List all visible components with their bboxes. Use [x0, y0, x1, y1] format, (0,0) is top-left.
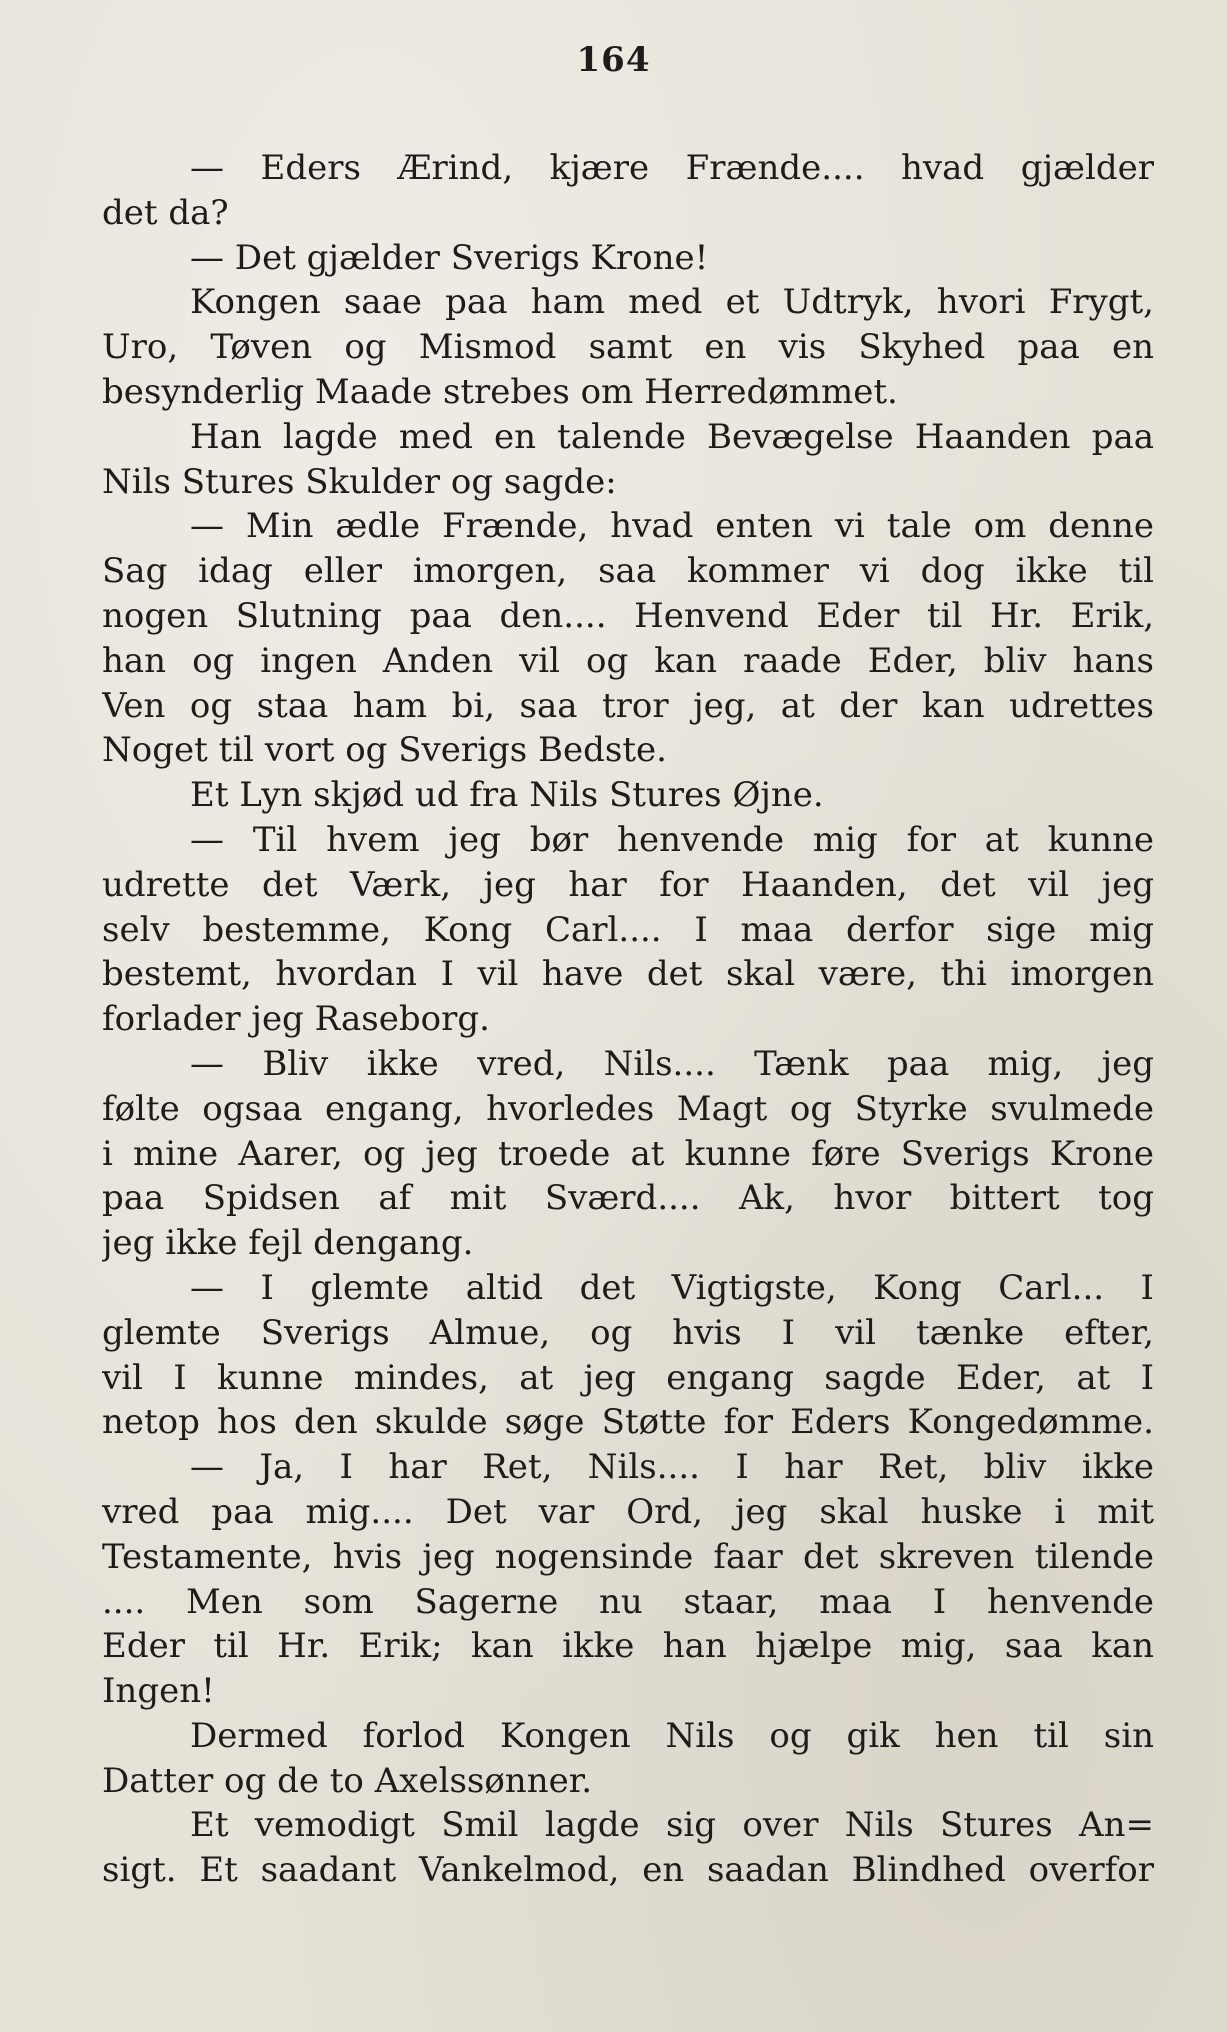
text-line: Nils Stures Skulder og sagde: — [102, 461, 617, 502]
body-text — [102, 146, 1154, 1893]
text-line: glemte Sverigs Almue, og hvis I vil tænke efter, — [102, 1312, 1154, 1353]
text-line: han og ingen Anden vil og kan raade Eder, bliv hans — [102, 640, 1154, 681]
text-line: følte ogsaa engang, hvorledes Magt og Styrke svulmede — [102, 1088, 1154, 1129]
text-line: Dermed forlod Kongen Nils og gik hen til sin — [190, 1715, 1154, 1756]
text-line: Ingen! — [102, 1671, 215, 1712]
text-line: — Eders Ærind, kjære Frænde.... hvad gjælder — [190, 148, 1154, 188]
text-line: paa Spidsen af mit Sværd.... Ak, hvor bittert tog — [102, 1178, 1154, 1219]
text-line: sigt. Et saadant Vankelmod, en saadan Blindhed overfor — [102, 1850, 1154, 1891]
text-line: Uro, Tøven og Mismod samt en vis Skyhed paa en — [102, 327, 1154, 368]
text-line: Datter og de to Axelssønner. — [102, 1760, 593, 1801]
text-line: besynderlig Maade strebes om Herredømmet. — [102, 371, 898, 412]
text-line: Sag idag eller imorgen, saa kommer vi dog ikke til — [102, 551, 1154, 592]
text-line: — I glemte altid det Vigtigste, Kong Carl... I — [190, 1267, 1154, 1308]
text-line: — Ja, I har Ret, Nils.... I har Ret, bliv ikke — [190, 1447, 1154, 1488]
text-line: jeg ikke fejl dengang. — [102, 1223, 474, 1264]
text-line: Han lagde med en talende Bevægelse Haanden paa — [190, 416, 1154, 457]
text-line: Et vemodigt Smil lagde sig over Nils Stures An= — [190, 1805, 1154, 1846]
text-line: vred paa mig.... Det var Ord, jeg skal huske i mit — [102, 1491, 1154, 1532]
text-line: det da? — [102, 192, 229, 233]
text-line: Noget til vort og Sverigs Bedste. — [102, 730, 667, 771]
text-line: udrette det Værk, jeg har for Haanden, det vil jeg — [102, 864, 1154, 905]
text-line: — Bliv ikke vred, Nils.... Tænk paa mig, jeg — [190, 1043, 1154, 1084]
text-line: i mine Aarer, og jeg troede at kunne føre Sverigs Krone — [102, 1133, 1154, 1174]
text-line: Kongen saae paa ham med et Udtryk, hvori Frygt, — [190, 282, 1154, 323]
text-line: Et Lyn skjød ud fra Nils Stures Øjne. — [190, 775, 824, 816]
text-line: Eder til Hr. Erik; kan ikke han hjælpe mig, saa kan — [102, 1626, 1154, 1667]
text-line: — Til hvem jeg bør henvende mig for at kunne — [190, 819, 1154, 860]
page-number: 164 — [576, 40, 651, 80]
text-line: forlader jeg Raseborg. — [102, 999, 490, 1040]
text-line: selv bestemme, Kong Carl.... I maa derfor sige mig — [102, 909, 1154, 950]
text-line: Testamente, hvis jeg nogensinde faar det skreven tilende — [102, 1536, 1154, 1577]
text-line: vil I kunne mindes, at jeg engang sagde Eder, at I — [102, 1357, 1154, 1398]
text-line: .... Men som Sagerne nu staar, maa I henvende — [102, 1581, 1154, 1622]
text-line: — Det gjælder Sverigs Krone! — [190, 237, 709, 278]
text-line: bestemt, hvordan I vil have det skal være, thi imorgen — [102, 954, 1154, 995]
text-line: netop hos den skulde søge Støtte for Eders Kongedømme. — [102, 1402, 1154, 1443]
text-line: — Min ædle Frænde, hvad enten vi tale om denne — [190, 506, 1154, 547]
text-line: nogen Slutning paa den.... Henvend Eder til Hr. Erik, — [102, 595, 1154, 636]
text-line: Ven og staa ham bi, saa tror jeg, at der kan udrettes — [102, 685, 1154, 726]
